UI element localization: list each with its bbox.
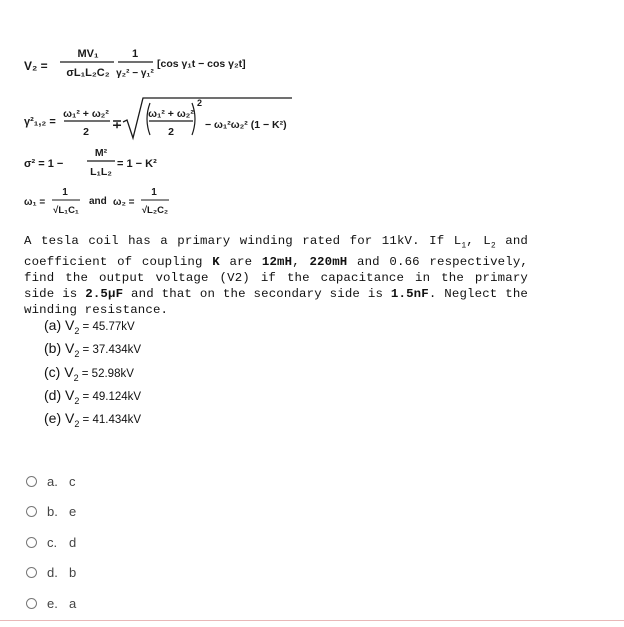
choice-text: e	[69, 504, 77, 520]
choice-c[interactable]	[26, 527, 76, 558]
choice-text: b	[69, 565, 77, 581]
radio-button-icon[interactable]	[26, 476, 37, 487]
choice-e[interactable]	[26, 588, 76, 619]
f2-lhs: γ²₁,₂ =	[24, 116, 56, 128]
radio-choice-group	[26, 466, 76, 619]
choice-letter: c.	[47, 534, 58, 550]
choice-text: c	[69, 473, 76, 489]
f3-num: M²	[94, 147, 108, 159]
f4-w1-num: 1	[62, 187, 68, 198]
f1-den: σL₁L₂C₂	[66, 67, 110, 79]
f3-lhs: σ² = 1 −	[24, 158, 64, 170]
answer-option-e: (e) $V_2 = 41.434kV$	[44, 410, 142, 429]
answer-options-list	[44, 314, 141, 430]
choice-text: d	[69, 534, 77, 550]
f2-num: ω₁² + ω₂²	[63, 108, 109, 120]
f2-rad-num: ω₁² + ω₂²	[148, 108, 194, 120]
f1-tail: [cos γ₁t − cos γ₂t]	[157, 58, 246, 70]
radio-button-icon[interactable]	[26, 537, 37, 548]
f4-and: and	[89, 196, 107, 207]
f4-w1: ω₁ =	[24, 197, 46, 208]
choice-b[interactable]	[26, 497, 76, 528]
f1-num: MV₁	[77, 48, 99, 60]
f4-w2-den: √L₂C₂	[141, 205, 169, 216]
bottom-divider	[0, 620, 624, 621]
question-text: A tesla coil has a primary winding rated for 11kV. If $L_1$, $L_2$ and coefficient of coupling K are 12mH, 220mH and 0.66 respectively, find the output voltage (V2) if the capacitance in the primary side is 2.5µF and that on the secondary side is 1.5nF. Neglect the winding resistance.	[24, 234, 529, 318]
radio-button-icon[interactable]	[26, 567, 37, 578]
choice-d[interactable]	[26, 558, 76, 589]
f4-w1-den: √L₁C₁	[53, 205, 79, 216]
answer-option-d: (d) $V_2 = 49.124kV$	[44, 386, 142, 406]
f3-den: L₁L₂	[90, 166, 112, 178]
radio-button-icon[interactable]	[26, 506, 37, 517]
answer-option-a: (a) $V_2 = 45.77kV$	[44, 317, 135, 336]
f3-tail: = 1 − K²	[117, 158, 157, 170]
f1-den2: γ₂² − γ₁²	[116, 68, 154, 79]
f4-w2-num: 1	[151, 187, 157, 198]
f2-den: 2	[83, 126, 89, 138]
choice-letter: e.	[47, 595, 58, 611]
formula-svg	[22, 40, 322, 228]
f1-num2: 1	[131, 48, 139, 60]
f2-tail: − ω₁²ω₂² (1 − K²)	[205, 119, 287, 131]
f1-lhs: V₂ =	[24, 59, 48, 73]
f2-pm: ∓	[112, 117, 123, 131]
formula-block	[22, 40, 322, 228]
choice-letter: d.	[47, 565, 58, 581]
choice-letter: b.	[47, 504, 58, 520]
radio-button-icon[interactable]	[26, 598, 37, 609]
choice-letter: a.	[47, 473, 58, 489]
answer-option-b: (b) $V_2 = 37.434kV$	[44, 340, 142, 360]
f2-rad-den: 2	[168, 126, 174, 138]
answer-option-c: (c) $V_2 = 52.98kV$	[44, 363, 134, 383]
f2-exponent: 2	[197, 98, 203, 108]
choice-a[interactable]	[26, 466, 76, 497]
f4-w2: ω₂ =	[113, 197, 135, 208]
choice-text: a	[69, 595, 77, 611]
